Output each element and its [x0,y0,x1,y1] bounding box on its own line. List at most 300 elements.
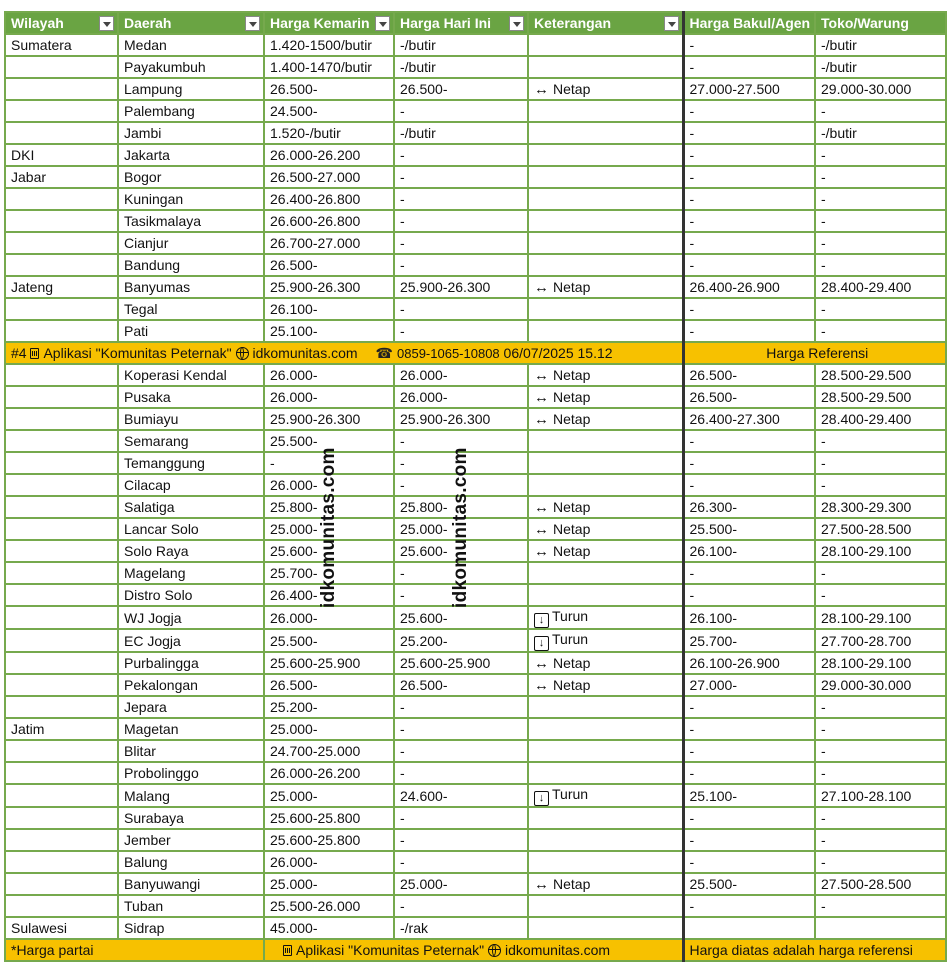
cell-daerah[interactable] [118,873,264,895]
header-keterangan[interactable] [528,12,683,34]
table-row [5,232,946,254]
cell-keterangan[interactable] [528,829,683,851]
cell-toko-warung[interactable] [815,895,946,917]
cell-harga-bakul[interactable] [683,562,815,584]
cell-wilayah[interactable] [5,562,118,584]
cell-harga-kemarin[interactable] [264,56,394,78]
cell-keterangan[interactable] [528,408,683,430]
cell-toko-warung[interactable] [815,474,946,496]
cell-harga-hari-ini[interactable] [394,188,528,210]
cell-toko-warung[interactable] [815,740,946,762]
cell-harga-kemarin[interactable] [264,166,394,188]
cell-daerah[interactable] [118,78,264,100]
cell-harga-bakul[interactable] [683,629,815,652]
cell-harga-bakul[interactable] [683,298,815,320]
cell-harga-kemarin[interactable] [264,762,394,784]
cell-toko-warung[interactable] [815,540,946,562]
cell-daerah[interactable] [118,496,264,518]
filter-dropdown-icon[interactable] [509,16,524,31]
cell-daerah[interactable] [118,740,264,762]
cell-keterangan[interactable] [528,386,683,408]
header-harga-hari-ini[interactable] [394,12,528,34]
cell-wilayah[interactable] [5,674,118,696]
cell-keterangan[interactable] [528,584,683,606]
cell-harga-kemarin-text: 26.000- [270,609,318,626]
promo-banner[interactable] [5,342,683,364]
footer-row [5,939,946,961]
cell-keterangan[interactable] [528,452,683,474]
cell-toko-warung[interactable] [815,606,946,629]
cell-daerah[interactable] [118,652,264,674]
cell-daerah[interactable] [118,210,264,232]
cell-harga-kemarin[interactable] [264,144,394,166]
cell-keterangan[interactable] [528,474,683,496]
cell-daerah[interactable] [118,232,264,254]
header-harga-kemarin[interactable] [264,12,394,34]
cell-toko-warung[interactable] [815,386,946,408]
cell-harga-bakul[interactable] [683,740,815,762]
cell-harga-kemarin[interactable] [264,873,394,895]
cell-harga-bakul[interactable] [683,474,815,496]
cell-harga-kemarin[interactable] [264,606,394,629]
cell-harga-kemarin-text: 1.400-1470/butir [270,59,372,75]
filter-dropdown-icon[interactable] [245,16,260,31]
cell-harga-hari-ini[interactable] [394,762,528,784]
cell-keterangan[interactable] [528,873,683,895]
cell-harga-hari-ini[interactable] [394,718,528,740]
cell-toko-warung[interactable] [815,232,946,254]
cell-harga-hari-ini[interactable] [394,895,528,917]
cell-harga-bakul[interactable] [683,873,815,895]
cell-keterangan[interactable] [528,518,683,540]
header-wilayah[interactable] [5,12,118,34]
cell-harga-hari-ini[interactable] [394,144,528,166]
cell-daerah[interactable] [118,606,264,629]
cell-harga-kemarin[interactable] [264,34,394,56]
cell-harga-bakul[interactable] [683,56,815,78]
cell-toko-warung[interactable] [815,762,946,784]
cell-toko-warung[interactable] [815,276,946,298]
cell-toko-warung[interactable] [815,188,946,210]
cell-keterangan[interactable] [528,254,683,276]
cell-wilayah[interactable] [5,232,118,254]
cell-wilayah[interactable] [5,740,118,762]
table-row [5,540,946,562]
cell-keterangan[interactable] [528,606,683,629]
cell-keterangan[interactable] [528,762,683,784]
cell-daerah[interactable] [118,100,264,122]
cell-harga-kemarin[interactable] [264,696,394,718]
cell-wilayah[interactable] [5,518,118,540]
cell-toko-warung[interactable] [815,718,946,740]
cell-harga-hari-ini[interactable] [394,232,528,254]
cell-harga-kemarin[interactable] [264,917,394,939]
cell-harga-kemarin[interactable] [264,807,394,829]
cell-wilayah[interactable] [5,829,118,851]
cell-harga-bakul[interactable] [683,78,815,100]
cell-harga-bakul[interactable] [683,232,815,254]
cell-harga-hari-ini[interactable] [394,652,528,674]
filter-dropdown-icon[interactable] [664,16,679,31]
cell-harga-hari-ini[interactable] [394,829,528,851]
cell-harga-hari-ini[interactable] [394,740,528,762]
cell-wilayah[interactable] [5,851,118,873]
cell-harga-hari-ini[interactable] [394,320,528,342]
cell-keterangan[interactable] [528,298,683,320]
cell-harga-bakul[interactable] [683,166,815,188]
cell-keterangan[interactable] [528,56,683,78]
cell-keterangan[interactable] [528,320,683,342]
cell-daerah[interactable] [118,518,264,540]
cell-daerah[interactable] [118,674,264,696]
cell-daerah[interactable] [118,762,264,784]
cell-wilayah[interactable] [5,364,118,386]
cell-daerah[interactable] [118,56,264,78]
cell-keterangan[interactable] [528,496,683,518]
cell-daerah[interactable] [118,917,264,939]
cell-toko-warung[interactable] [815,122,946,144]
cell-harga-bakul[interactable] [683,254,815,276]
cell-toko-warung[interactable] [815,652,946,674]
cell-harga-hari-ini[interactable] [394,408,528,430]
cell-wilayah[interactable] [5,34,118,56]
cell-harga-bakul[interactable] [683,807,815,829]
cell-wilayah[interactable] [5,873,118,895]
cell-daerah[interactable] [118,188,264,210]
cell-wilayah[interactable] [5,430,118,452]
cell-daerah[interactable] [118,452,264,474]
cell-harga-kemarin[interactable] [264,364,394,386]
cell-wilayah[interactable] [5,584,118,606]
cell-toko-warung[interactable] [815,144,946,166]
cell-harga-kemarin[interactable] [264,652,394,674]
promo-site[interactable]: idkomunitas.com [252,344,358,361]
cell-harga-bakul[interactable] [683,652,815,674]
cell-harga-kemarin[interactable] [264,784,394,807]
cell-keterangan[interactable] [528,740,683,762]
cell-harga-kemarin[interactable] [264,210,394,232]
cell-harga-kemarin-text: 25.800- [270,499,318,515]
cell-keterangan[interactable] [528,851,683,873]
cell-keterangan[interactable] [528,232,683,254]
cell-toko-warung[interactable] [815,34,946,56]
cell-wilayah[interactable] [5,78,118,100]
cell-keterangan[interactable] [528,696,683,718]
cell-harga-bakul[interactable] [683,762,815,784]
cell-daerah[interactable] [118,408,264,430]
cell-harga-bakul[interactable] [683,784,815,807]
cell-toko-warung[interactable] [815,210,946,232]
cell-harga-kemarin[interactable] [264,276,394,298]
cell-harga-hari-ini[interactable] [394,629,528,652]
cell-harga-hari-ini[interactable] [394,122,528,144]
cell-harga-bakul[interactable] [683,606,815,629]
cell-harga-hari-ini[interactable] [394,917,528,939]
cell-wilayah[interactable] [5,144,118,166]
cell-daerah[interactable] [118,386,264,408]
header-toko-warung[interactable] [815,12,946,34]
cell-keterangan[interactable] [528,562,683,584]
filter-dropdown-icon[interactable] [99,16,114,31]
cell-harga-hari-ini[interactable] [394,696,528,718]
cell-toko-warung[interactable] [815,584,946,606]
cell-wilayah[interactable] [5,629,118,652]
cell-keterangan[interactable] [528,34,683,56]
cell-harga-bakul[interactable] [683,34,815,56]
cell-daerah[interactable] [118,166,264,188]
cell-harga-bakul[interactable] [683,829,815,851]
cell-keterangan[interactable] [528,540,683,562]
cell-harga-bakul[interactable] [683,386,815,408]
cell-harga-kemarin[interactable] [264,386,394,408]
cell-harga-hari-ini[interactable] [394,873,528,895]
cell-daerah-text: Cianjur [124,235,169,251]
cell-harga-kemarin[interactable] [264,851,394,873]
cell-wilayah[interactable] [5,917,118,939]
cell-wilayah[interactable] [5,895,118,917]
cell-harga-hari-ini[interactable] [394,276,528,298]
cell-keterangan[interactable] [528,629,683,652]
cell-wilayah[interactable] [5,100,118,122]
cell-daerah[interactable] [118,540,264,562]
cell-harga-kemarin[interactable] [264,188,394,210]
cell-harga-hari-ini-text: - [400,477,405,493]
cell-wilayah[interactable] [5,298,118,320]
cell-toko-warung[interactable] [815,56,946,78]
cell-harga-bakul-text: 26.100- [689,609,737,626]
table-row [5,496,946,518]
cell-daerah[interactable] [118,562,264,584]
cell-harga-hari-ini[interactable] [394,784,528,807]
cell-wilayah[interactable] [5,696,118,718]
cell-keterangan[interactable] [528,674,683,696]
cell-wilayah[interactable] [5,762,118,784]
cell-toko-warung[interactable] [815,873,946,895]
cell-keterangan[interactable] [528,652,683,674]
cell-harga-hari-ini[interactable] [394,100,528,122]
cell-harga-bakul[interactable] [683,276,815,298]
cell-harga-kemarin-text: 26.000- [270,854,318,870]
cell-wilayah[interactable] [5,276,118,298]
cell-harga-bakul[interactable] [683,540,815,562]
cell-harga-bakul[interactable] [683,408,815,430]
cell-harga-bakul[interactable] [683,452,815,474]
cell-daerah-text: Probolinggo [124,765,199,781]
cell-toko-warung[interactable] [815,408,946,430]
cell-keterangan[interactable] [528,807,683,829]
cell-wilayah[interactable] [5,408,118,430]
cell-keterangan[interactable] [528,166,683,188]
cell-harga-kemarin[interactable] [264,78,394,100]
cell-harga-bakul[interactable] [683,696,815,718]
cell-harga-bakul[interactable] [683,364,815,386]
cell-harga-hari-ini[interactable] [394,166,528,188]
cell-toko-warung[interactable] [815,298,946,320]
cell-keterangan[interactable] [528,784,683,807]
cell-harga-kemarin[interactable] [264,674,394,696]
cell-harga-hari-ini[interactable] [394,210,528,232]
cell-harga-kemarin[interactable] [264,829,394,851]
cell-toko-warung[interactable] [815,696,946,718]
cell-wilayah[interactable] [5,474,118,496]
cell-toko-warung[interactable] [815,496,946,518]
cell-harga-hari-ini[interactable] [394,298,528,320]
cell-keterangan[interactable] [528,917,683,939]
cell-wilayah[interactable] [5,540,118,562]
cell-harga-hari-ini[interactable] [394,807,528,829]
cell-harga-kemarin[interactable] [264,718,394,740]
cell-wilayah[interactable] [5,718,118,740]
cell-harga-kemarin-text: 26.400- [270,587,318,603]
cell-keterangan[interactable] [528,78,683,100]
cell-daerah[interactable] [118,122,264,144]
cell-toko-warung[interactable] [815,430,946,452]
header-daerah[interactable] [118,12,264,34]
cell-toko-warung[interactable] [815,851,946,873]
cell-wilayah[interactable] [5,166,118,188]
cell-harga-bakul[interactable] [683,674,815,696]
cell-harga-kemarin[interactable] [264,408,394,430]
cell-wilayah[interactable] [5,188,118,210]
cell-keterangan[interactable] [528,276,683,298]
cell-daerah[interactable] [118,584,264,606]
cell-harga-hari-ini[interactable] [394,34,528,56]
cell-toko-warung[interactable] [815,807,946,829]
cell-keterangan[interactable] [528,430,683,452]
cell-daerah[interactable] [118,629,264,652]
cell-harga-bakul[interactable] [683,895,815,917]
cell-harga-bakul[interactable] [683,718,815,740]
cell-toko-warung[interactable] [815,829,946,851]
cell-harga-hari-ini-text: - [400,765,405,781]
cell-harga-bakul[interactable] [683,584,815,606]
cell-harga-hari-ini[interactable] [394,851,528,873]
cell-keterangan[interactable] [528,364,683,386]
cell-toko-warung[interactable] [815,452,946,474]
cell-toko-warung[interactable] [815,784,946,807]
cell-toko-warung[interactable] [815,364,946,386]
cell-wilayah[interactable] [5,606,118,629]
cell-wilayah[interactable] [5,320,118,342]
cell-keterangan[interactable] [528,122,683,144]
cell-daerah[interactable] [118,807,264,829]
cell-harga-bakul[interactable] [683,122,815,144]
cell-daerah[interactable] [118,430,264,452]
cell-daerah[interactable] [118,276,264,298]
cell-harga-hari-ini[interactable] [394,674,528,696]
cell-harga-kemarin[interactable] [264,320,394,342]
cell-wilayah[interactable] [5,386,118,408]
cell-harga-bakul[interactable] [683,917,815,939]
cell-daerah[interactable] [118,144,264,166]
cell-wilayah[interactable] [5,452,118,474]
promo-phone[interactable]: 0859-1065-10808 [397,345,500,361]
cell-daerah[interactable] [118,895,264,917]
filter-dropdown-icon[interactable] [375,16,390,31]
cell-harga-kemarin[interactable] [264,254,394,276]
cell-wilayah[interactable] [5,56,118,78]
cell-harga-kemarin[interactable] [264,629,394,652]
cell-toko-warung[interactable] [815,518,946,540]
cell-harga-bakul[interactable] [683,430,815,452]
cell-daerah[interactable] [118,851,264,873]
cell-daerah[interactable] [118,320,264,342]
cell-wilayah[interactable] [5,210,118,232]
cell-harga-bakul[interactable] [683,210,815,232]
footer-app[interactable] [264,939,683,961]
cell-harga-hari-ini[interactable] [394,386,528,408]
cell-daerah[interactable] [118,364,264,386]
footer-site[interactable]: idkomunitas.com [505,942,611,958]
cell-keterangan[interactable] [528,100,683,122]
cell-daerah[interactable] [118,696,264,718]
cell-wilayah[interactable] [5,784,118,807]
cell-daerah[interactable] [118,474,264,496]
cell-harga-bakul[interactable] [683,496,815,518]
cell-keterangan[interactable] [528,718,683,740]
cell-daerah[interactable] [118,34,264,56]
cell-harga-bakul[interactable] [683,518,815,540]
cell-toko-warung[interactable] [815,917,946,939]
cell-wilayah[interactable] [5,122,118,144]
cell-harga-bakul[interactable] [683,851,815,873]
cell-keterangan[interactable] [528,144,683,166]
cell-keterangan-text: Netap [553,875,591,892]
cell-toko-warung[interactable] [815,100,946,122]
cell-harga-bakul[interactable] [683,144,815,166]
cell-harga-hari-ini[interactable] [394,364,528,386]
cell-daerah[interactable] [118,298,264,320]
cell-harga-hari-ini[interactable] [394,56,528,78]
cell-harga-hari-ini[interactable] [394,78,528,100]
cell-harga-bakul[interactable] [683,188,815,210]
cell-wilayah[interactable] [5,254,118,276]
cell-harga-kemarin[interactable] [264,740,394,762]
cell-daerah[interactable] [118,718,264,740]
cell-toko-warung[interactable] [815,166,946,188]
cell-harga-kemarin[interactable] [264,895,394,917]
cell-harga-bakul[interactable] [683,100,815,122]
cell-harga-hari-ini[interactable] [394,254,528,276]
cell-daerah-text: WJ Jogja [124,609,182,626]
cell-wilayah[interactable] [5,496,118,518]
cell-toko-warung[interactable] [815,254,946,276]
cell-keterangan[interactable] [528,895,683,917]
cell-daerah[interactable] [118,829,264,851]
cell-harga-kemarin[interactable] [264,232,394,254]
cell-toko-warung[interactable] [815,674,946,696]
cell-wilayah[interactable] [5,652,118,674]
cell-keterangan[interactable] [528,188,683,210]
cell-toko-warung[interactable] [815,320,946,342]
cell-harga-kemarin[interactable] [264,100,394,122]
cell-harga-kemarin[interactable] [264,122,394,144]
cell-toko-warung[interactable] [815,78,946,100]
cell-harga-kemarin-text: 26.000- [270,477,318,493]
header-harga-bakul[interactable] [683,12,815,34]
cell-wilayah[interactable] [5,807,118,829]
cell-keterangan[interactable] [528,210,683,232]
table-row [5,784,946,807]
cell-toko-warung[interactable] [815,629,946,652]
cell-harga-bakul[interactable] [683,320,815,342]
cell-daerah[interactable] [118,784,264,807]
cell-daerah[interactable] [118,254,264,276]
cell-toko-warung[interactable] [815,562,946,584]
cell-harga-hari-ini[interactable] [394,606,528,629]
table-row [5,629,946,652]
cell-harga-kemarin[interactable] [264,298,394,320]
